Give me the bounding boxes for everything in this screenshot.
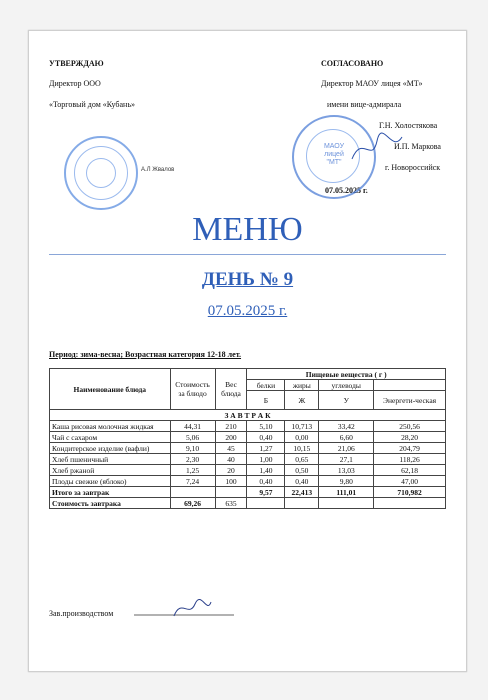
agreed-date: 07.05.2025 г. xyxy=(325,186,368,195)
cost-row: Стоимость завтрака 69,26 635 xyxy=(50,498,446,509)
total-row: Итого за завтрак 9,57 22,413 111,01 710,982 xyxy=(50,487,446,498)
menu-date: 07.05.2025 г. xyxy=(207,303,288,319)
table-row: Чай с сахаром 5,06 200 0,40 0,00 6,60 28,20 xyxy=(50,432,446,443)
title-divider xyxy=(49,254,446,255)
agreed-line5: г. Новороссийск xyxy=(385,163,441,172)
header-carbs: углеводы xyxy=(319,380,374,391)
table-row: Кондитерское изделие (вафли) 9,10 45 1,27 10,15 21,06 204,79 xyxy=(50,443,446,454)
menu-title: МЕНЮ xyxy=(192,211,303,248)
agreed-line2: имени вице-адмирала xyxy=(327,100,402,109)
header-energy: Энергети-ческая xyxy=(374,391,446,410)
header-name: Наименование блюда xyxy=(50,369,171,410)
footer-production: Зав.производством xyxy=(49,609,114,618)
signature-footer xyxy=(129,596,239,621)
period-line: Период: зима-весна; Возрастная категория 12-18 лет. xyxy=(49,350,242,359)
header-weight: Вес блюда xyxy=(215,369,247,410)
section-breakfast: З А В Т Р А К xyxy=(50,410,446,421)
table-row: Плоды свежие (яблоко) 7,24 100 0,40 0,40 9,80 47,00 xyxy=(50,476,446,487)
header-nutrients: Пищевые вещества ( г ) xyxy=(247,369,446,380)
approve-title: УТВЕРЖДАЮ xyxy=(49,59,104,68)
menu-document xyxy=(28,30,467,672)
approve-line1: Директор ООО xyxy=(49,79,101,88)
agreed-title: СОГЛАСОВАНО xyxy=(321,59,384,68)
approve-line2: «Торговый дом «Кубань» xyxy=(49,100,135,109)
header-u: У xyxy=(319,391,374,410)
table-row: Каша рисовая молочная жидкая 44,31 210 5,10 10,713 33,42 250,56 xyxy=(50,421,446,432)
header-proteins: белки xyxy=(247,380,285,391)
left-seal-stamp xyxy=(64,136,138,210)
table-row: Хлеб ржаной 1,25 20 1,40 0,50 13,03 62,18 xyxy=(50,465,446,476)
stamp-line1: МАОУ xyxy=(323,143,345,150)
header-b: Б xyxy=(247,391,285,410)
header-cost: Стоимость за блюдо xyxy=(170,369,215,410)
day-title: ДЕНЬ № 9 xyxy=(201,269,294,290)
table-row: Хлеб пшеничный 2,30 40 1,00 0,65 27,1 118,26 xyxy=(50,454,446,465)
header-fats: жиры xyxy=(285,380,319,391)
agreed-line4: И.П. Маркова xyxy=(394,142,441,151)
left-signer: А.Л Жвалов xyxy=(141,167,175,173)
header-zh: Ж xyxy=(285,391,319,410)
menu-table xyxy=(49,368,446,509)
stamp-line3: "МТ" xyxy=(326,159,342,166)
signature-right xyxy=(347,129,407,169)
stamp-line2: лицей xyxy=(324,151,344,158)
agreed-line3: Г.Н. Холостякова xyxy=(379,121,438,130)
agreed-line1: Директор МАОУ лицея «МТ» xyxy=(321,79,423,88)
